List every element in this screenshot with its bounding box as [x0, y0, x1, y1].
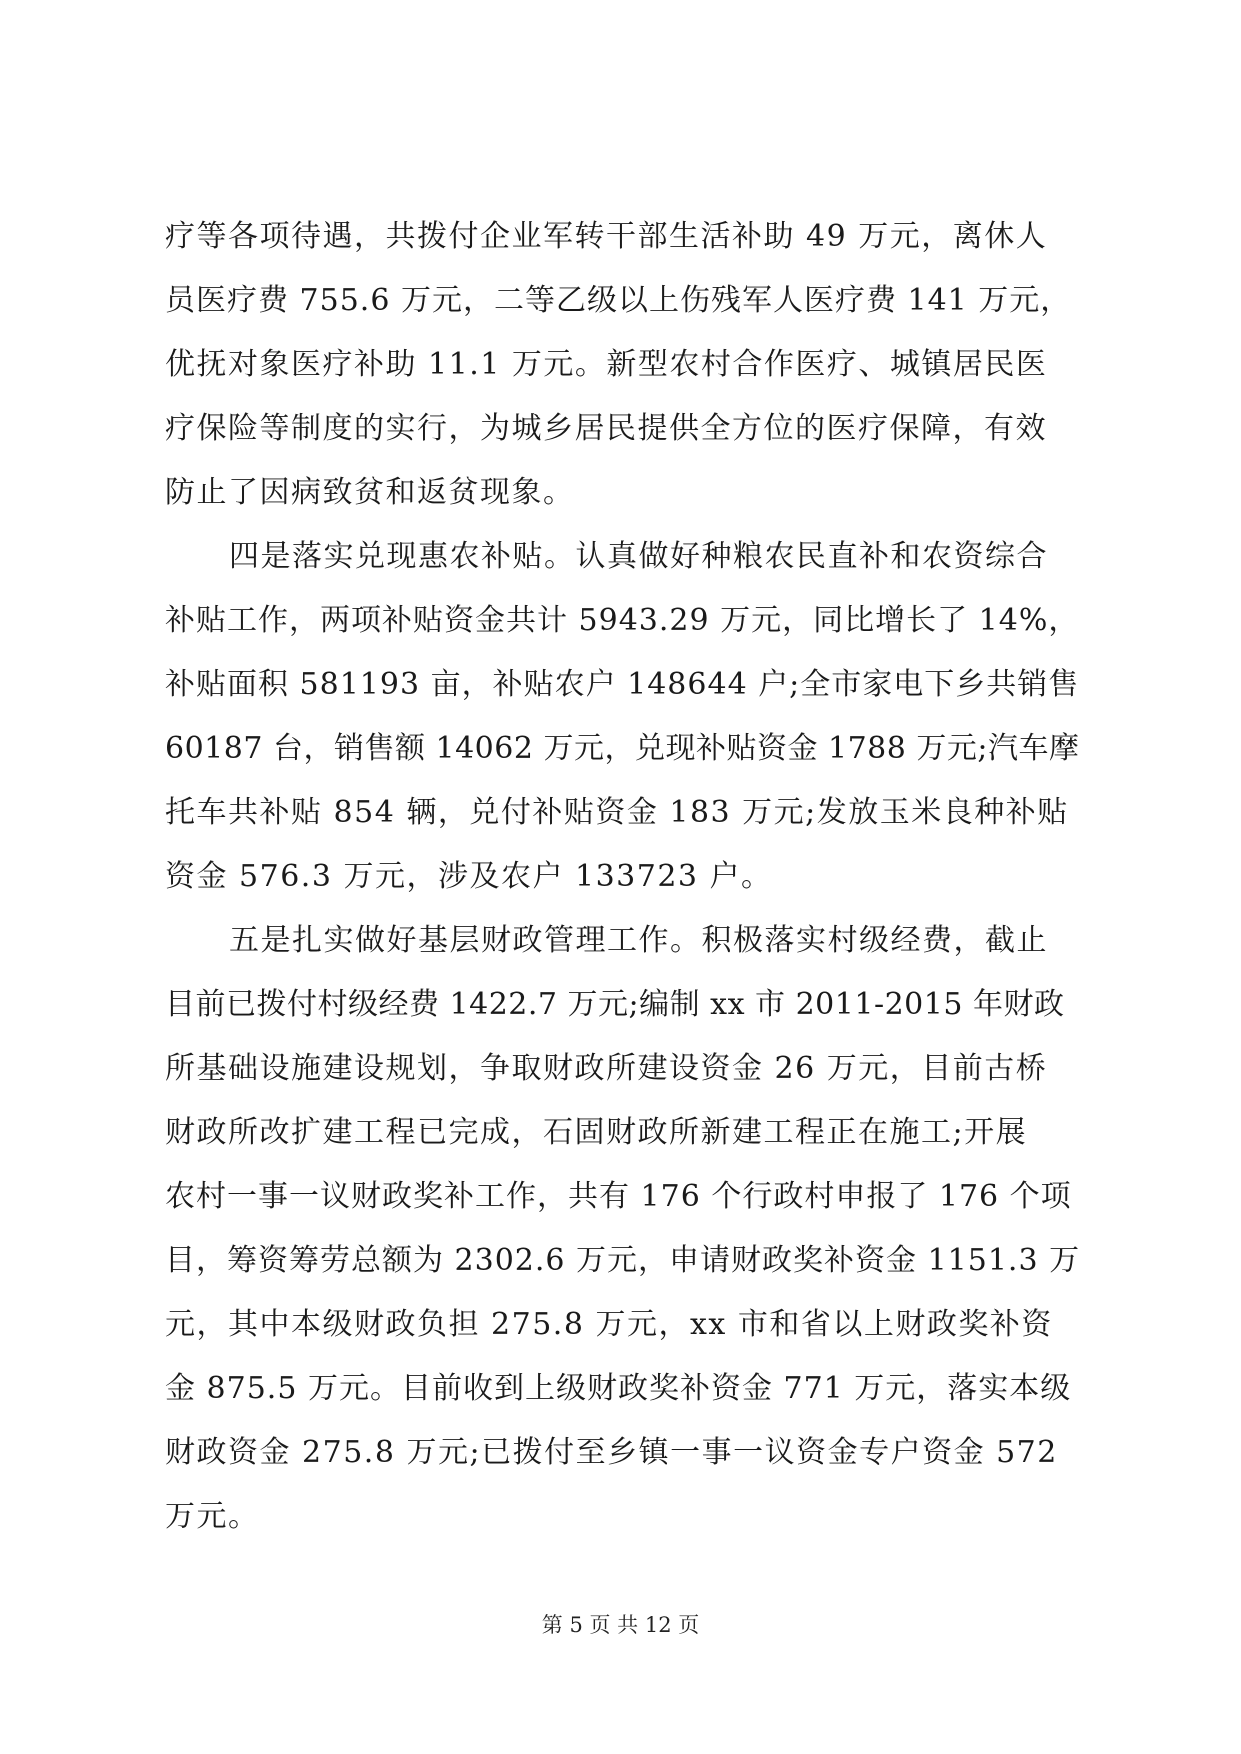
document-body [165, 205, 1080, 1549]
text-line: 优抚对象医疗补助 11.1 万元。新型农村合作医疗、城镇居民医 [165, 347, 1048, 382]
text-line: 资金 576.3 万元，涉及农户 133723 户。 [165, 859, 773, 894]
text-line: 目，筹资筹劳总额为 2302.6 万元，申请财政奖补资金 1151.3 万 [165, 1243, 1081, 1278]
text-line: 补贴工作，两项补贴资金共计 5943.29 万元，同比增长了 14%， [165, 603, 1080, 638]
text-line: 目前已拨付村级经费 1422.7 万元;编制 xx 市 2011-2015 年财政 [165, 987, 1065, 1022]
text-line: 所基础设施建设规划，争取财政所建设资金 26 万元，目前古桥 [165, 1051, 1048, 1086]
text-line: 财政所改扩建工程已完成，石固财政所新建工程正在施工;开展 [165, 1115, 1028, 1150]
text-line: 财政资金 275.8 万元;已拨付至乡镇一事一议资金专户资金 572 [165, 1435, 1058, 1470]
page-footer: 第 5 页 共 12 页 [541, 1613, 700, 1637]
text-line: 防止了因病致贫和返贫现象。 [165, 475, 575, 510]
text-line: 托车共补贴 854 辆，兑付补贴资金 183 万元;发放玉米良种补贴 [165, 795, 1069, 830]
text-line: 员医疗费 755.6 万元，二等乙级以上伤残军人医疗费 141 万元， [165, 283, 1072, 318]
text-line: 五是扎实做好基层财政管理工作。积极落实村级经费，截止 [229, 923, 1048, 958]
text-line: 60187 台，销售额 14062 万元，兑现补贴资金 1788 万元;汽车摩 [165, 731, 1080, 766]
text-line: 金 875.5 万元。目前收到上级财政奖补资金 771 万元，落实本级 [165, 1371, 1072, 1406]
text-line: 元，其中本级财政负担 275.8 万元，xx 市和省以上财政奖补资 [165, 1307, 1053, 1342]
text-line: 疗保险等制度的实行，为城乡居民提供全方位的医疗保障，有效 [165, 411, 1047, 446]
text-line: 补贴面积 581193 亩，补贴农户 148644 户;全市家电下乡共销售 [165, 667, 1080, 702]
text-line: 万元。 [165, 1499, 260, 1534]
text-line: 疗等各项待遇，共拨付企业军转干部生活补助 49 万元，离休人 [165, 219, 1048, 254]
text-line: 农村一事一议财政奖补工作，共有 176 个行政村申报了 176 个项 [165, 1179, 1072, 1214]
text-line: 四是落实兑现惠农补贴。认真做好种粮农民直补和农资综合 [229, 539, 1048, 574]
